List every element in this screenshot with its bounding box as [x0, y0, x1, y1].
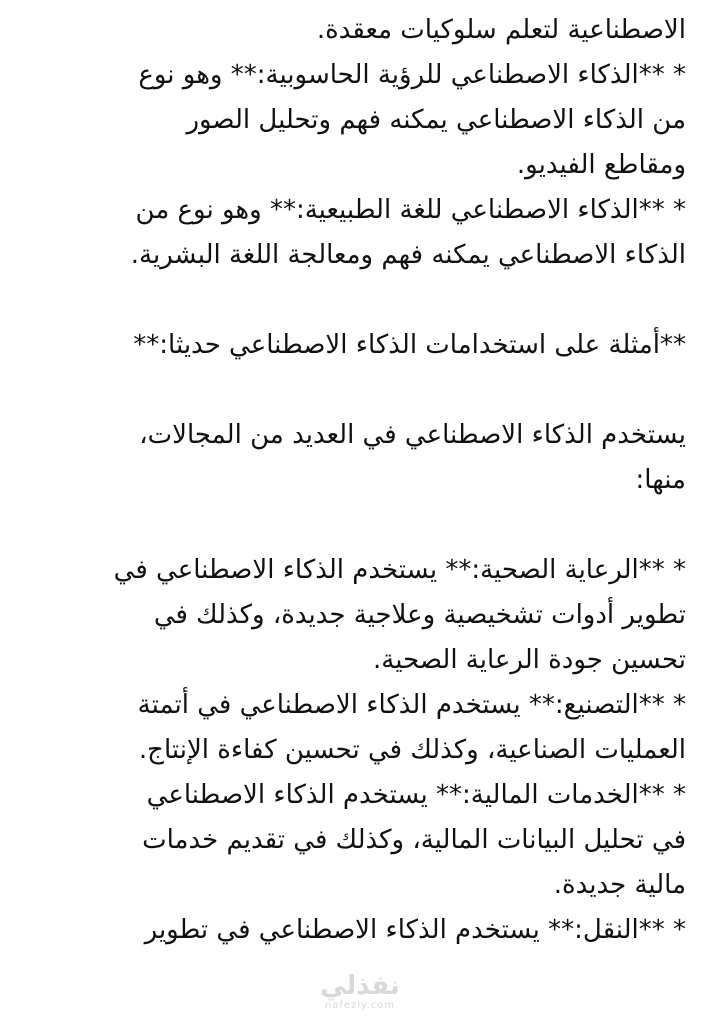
text-line: * **الرعاية الصحية:** يستخدم الذكاء الاصطناعي في [113, 555, 686, 585]
section-heading: **أمثلة على استخدامات الذكاء الاصطناعي حديثا:** [133, 330, 686, 360]
text-line: * **الخدمات المالية:** يستخدم الذكاء الاصطناعي [146, 780, 686, 810]
document-body [36, 8, 686, 953]
text-line: الاصطناعية لتعلم سلوكيات معقدة. [316, 15, 686, 45]
text-line: * **التصنيع:** يستخدم الذكاء الاصطناعي في أتمتة [137, 690, 686, 720]
text-line: تطوير أدوات تشخيصية وعلاجية جديدة، وكذلك في [153, 600, 686, 630]
text-line: * **الذكاء الاصطناعي للرؤية الحاسوبية:** وهو نوع [138, 60, 686, 90]
text-line: من الذكاء الاصطناعي يمكنه فهم وتحليل الصور [186, 105, 686, 135]
text-line: الذكاء الاصطناعي يمكنه فهم ومعالجة اللغة البشرية. [130, 240, 686, 270]
text-line: * **الذكاء الاصطناعي للغة الطبيعية:** وهو نوع من [135, 195, 686, 225]
text-line: * **النقل:** يستخدم الذكاء الاصطناعي في تطوير [144, 915, 686, 945]
watermark-brand: نفذلي [320, 971, 400, 1001]
text-line: منها: [635, 465, 686, 495]
watermark-url: nafezly.com [324, 1000, 396, 1011]
watermark-logo [320, 972, 400, 1012]
blank-line [36, 278, 686, 323]
text-line: العمليات الصناعية، وكذلك في تحسين كفاءة الإنتاج. [138, 735, 686, 765]
blank-line [36, 368, 686, 413]
blank-line [36, 503, 686, 548]
text-line: يستخدم الذكاء الاصطناعي في العديد من المجالات، [139, 420, 686, 450]
text-line: تحسين جودة الرعاية الصحية. [373, 645, 686, 675]
text-line: في تحليل البيانات المالية، وكذلك في تقديم خدمات [142, 825, 686, 855]
text-line: ومقاطع الفيديو. [516, 150, 686, 180]
text-line: مالية جديدة. [553, 870, 686, 900]
